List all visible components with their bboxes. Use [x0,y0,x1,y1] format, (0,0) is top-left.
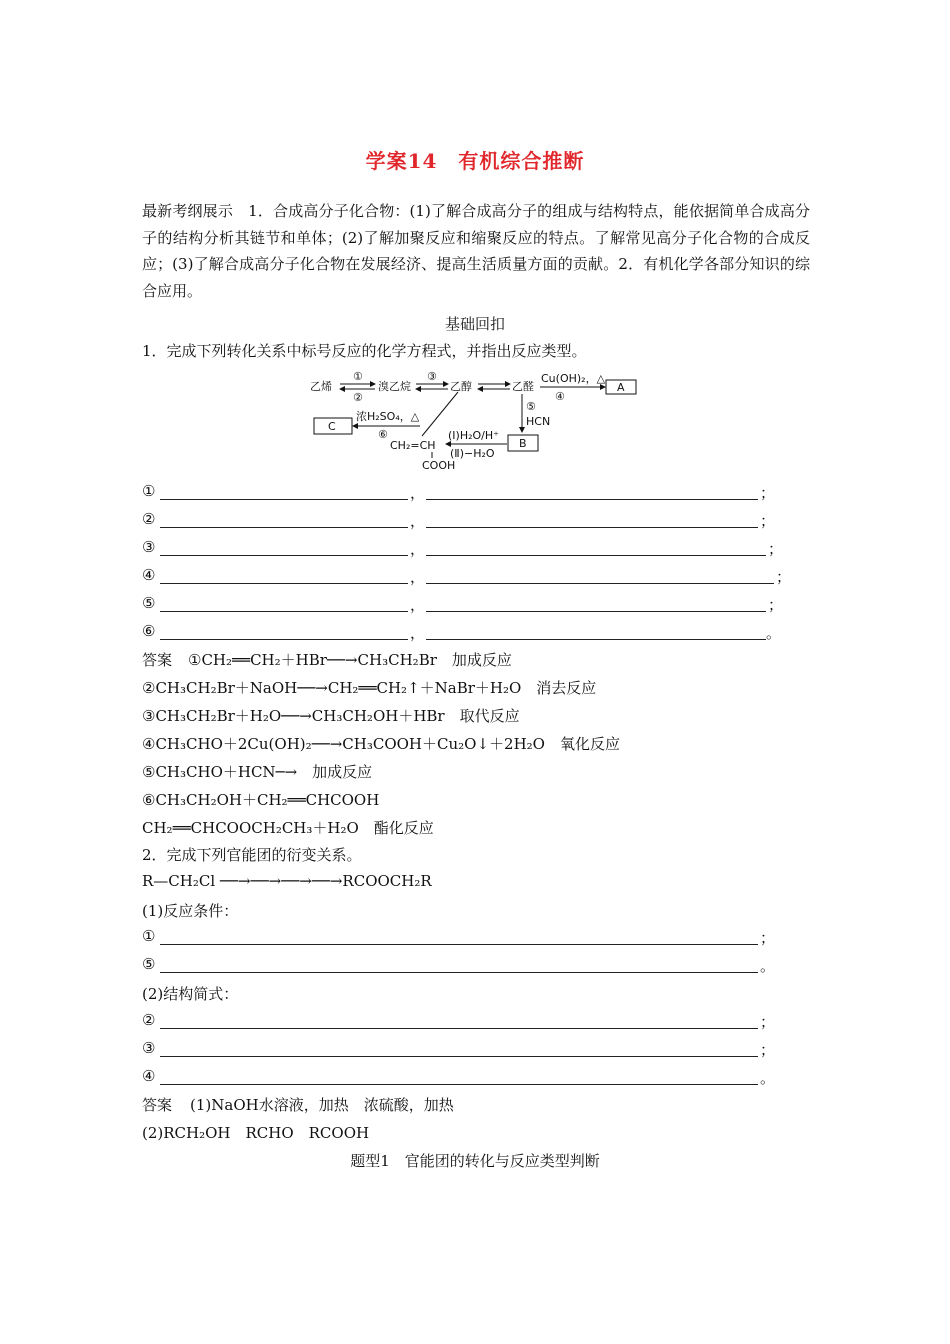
blank-marker: ② [142,1011,156,1029]
blank-end: ； [760,929,776,947]
answer-label: 答案 [142,651,173,669]
blank-line[interactable] [160,944,758,945]
blank-marker: ⑥ [142,622,156,640]
blank-end: ； [776,568,792,586]
box-a: A [617,381,625,394]
node-bromoethane: 溴乙烷 [378,380,411,393]
label-step-2: ② [353,391,363,404]
node-acetaldehyde: 乙醛 [512,380,534,393]
answer-line: ⑥CH₃CH₂OH＋CH₂══CHCOOH [142,791,380,809]
blank-comma: ， [410,568,426,586]
q2-chain: R—CH₂Cl ──→──→──→──→RCOOCH₂R [142,872,432,890]
acrylic-acid-top: CH₂=CH [390,439,436,452]
blank-comma: ， [410,540,426,558]
blank-end: 。 [760,957,776,975]
blank-line[interactable] [426,583,774,584]
blank-marker: ① [142,482,156,500]
blank-marker: ③ [142,1039,156,1057]
page-title: 学案14 有机综合推断 [365,149,585,173]
blank-comma: ， [410,596,426,614]
label-step-b1: (Ⅰ)H₂O/H⁺ [448,429,499,442]
label-step-6: ⑥ [378,428,388,441]
blank-line[interactable] [426,499,758,500]
blank-end: 。 [766,624,782,642]
intro-paragraph: 最新考纲展示 1．合成高分子化合物：(1)了解合成高分子的组成与结构特点，能依据简单合成高分子的结构分析其链节和单体；(2)了解加聚反应和缩聚反应的特点。了解常见高分子化合物的合成反应；(3)了解合成高分子化合物在发展经济、提高生活质量方面的贡献。2．有机化学各部分知识的综合应用。 [142,202,810,300]
blank-marker: ⑤ [142,594,156,612]
blank-end: ； [760,1041,776,1059]
blank-comma: ， [410,484,426,502]
label-step-1: ① [353,370,363,383]
box-c: C [328,420,336,433]
blank-line[interactable] [160,1056,758,1057]
section-heading: 基础回扣 [444,315,505,333]
answer-line: ③CH₃CH₂Br＋H₂O──→CH₃CH₂OH＋HBr 取代反应 [142,707,520,725]
blank-line[interactable] [160,639,408,640]
blank-end: 。 [760,1069,776,1087]
blank-line[interactable] [160,1084,758,1085]
box-b: B [519,437,527,450]
label-h2so4: 浓H₂SO₄，△ [356,410,420,423]
blank-line[interactable] [160,555,408,556]
q1-prompt: 1．完成下列转化关系中标号反应的化学方程式，并指出反应类型。 [142,342,587,360]
blank-end: ； [760,484,776,502]
blank-marker: ⑤ [142,955,156,973]
blank-line[interactable] [426,639,766,640]
label-step-3: ③ [427,370,437,383]
label-hcn: HCN [526,415,551,428]
answer-line: ④CH₃CHO＋2Cu(OH)₂──→CH₃COOH＋Cu₂O↓＋2H₂O 氧化反应 [142,735,620,753]
blank-line[interactable] [160,499,408,500]
answer-line: (1)NaOH水溶液，加热 浓硫酸，加热 [190,1096,454,1114]
blank-line[interactable] [426,611,766,612]
blank-end: ； [760,1013,776,1031]
blank-end: ； [768,540,784,558]
blank-end: ； [760,512,776,530]
label-step-b2: (Ⅱ)−H₂O [450,447,495,460]
blank-line[interactable] [160,1028,758,1029]
node-ethanol: 乙醇 [450,380,472,393]
blank-comma: ， [410,624,426,642]
blank-marker: ③ [142,538,156,556]
label-step-4: ④ [555,390,565,403]
blank-line[interactable] [160,527,408,528]
node-ethylene: 乙烯 [310,380,332,393]
answer-label: 答案 [142,1096,173,1114]
q2-part1-label: (1)反应条件： [142,902,239,920]
blank-marker: ② [142,510,156,528]
blank-comma: ， [410,512,426,530]
answer-line: ①CH₂══CH₂＋HBr──→CH₃CH₂Br 加成反应 [188,651,512,669]
blank-line[interactable] [426,555,766,556]
blank-end: ； [768,596,784,614]
blank-line[interactable] [160,972,758,973]
blank-line[interactable] [426,527,758,528]
reaction-diagram [300,368,650,478]
answer-line: CH₂══CHCOOCH₂CH₃＋H₂O 酯化反应 [142,819,434,837]
acrylic-acid-bottom: COOH [422,459,456,472]
label-step-5: ⑤ [526,400,536,413]
answer-line: ②CH₃CH₂Br＋NaOH──→CH₂══CH₂↑＋NaBr＋H₂O 消去反应 [142,679,597,697]
answer-line: ⑤CH₃CHO＋HCN─→ 加成反应 [142,763,373,781]
label-cu-oh: Cu(OH)₂，△ [541,372,606,385]
blank-marker: ① [142,927,156,945]
blank-marker: ④ [142,566,156,584]
section-heading: 题型1 官能团的转化与反应类型判断 [350,1152,600,1170]
q2-prompt: 2．完成下列官能团的衍变关系。 [142,846,362,864]
blank-line[interactable] [160,611,408,612]
blank-marker: ④ [142,1067,156,1085]
answer-line: (2)RCH₂OH RCHO RCOOH [142,1124,370,1142]
q2-part2-label: (2)结构简式： [142,985,239,1003]
blank-line[interactable] [160,583,408,584]
